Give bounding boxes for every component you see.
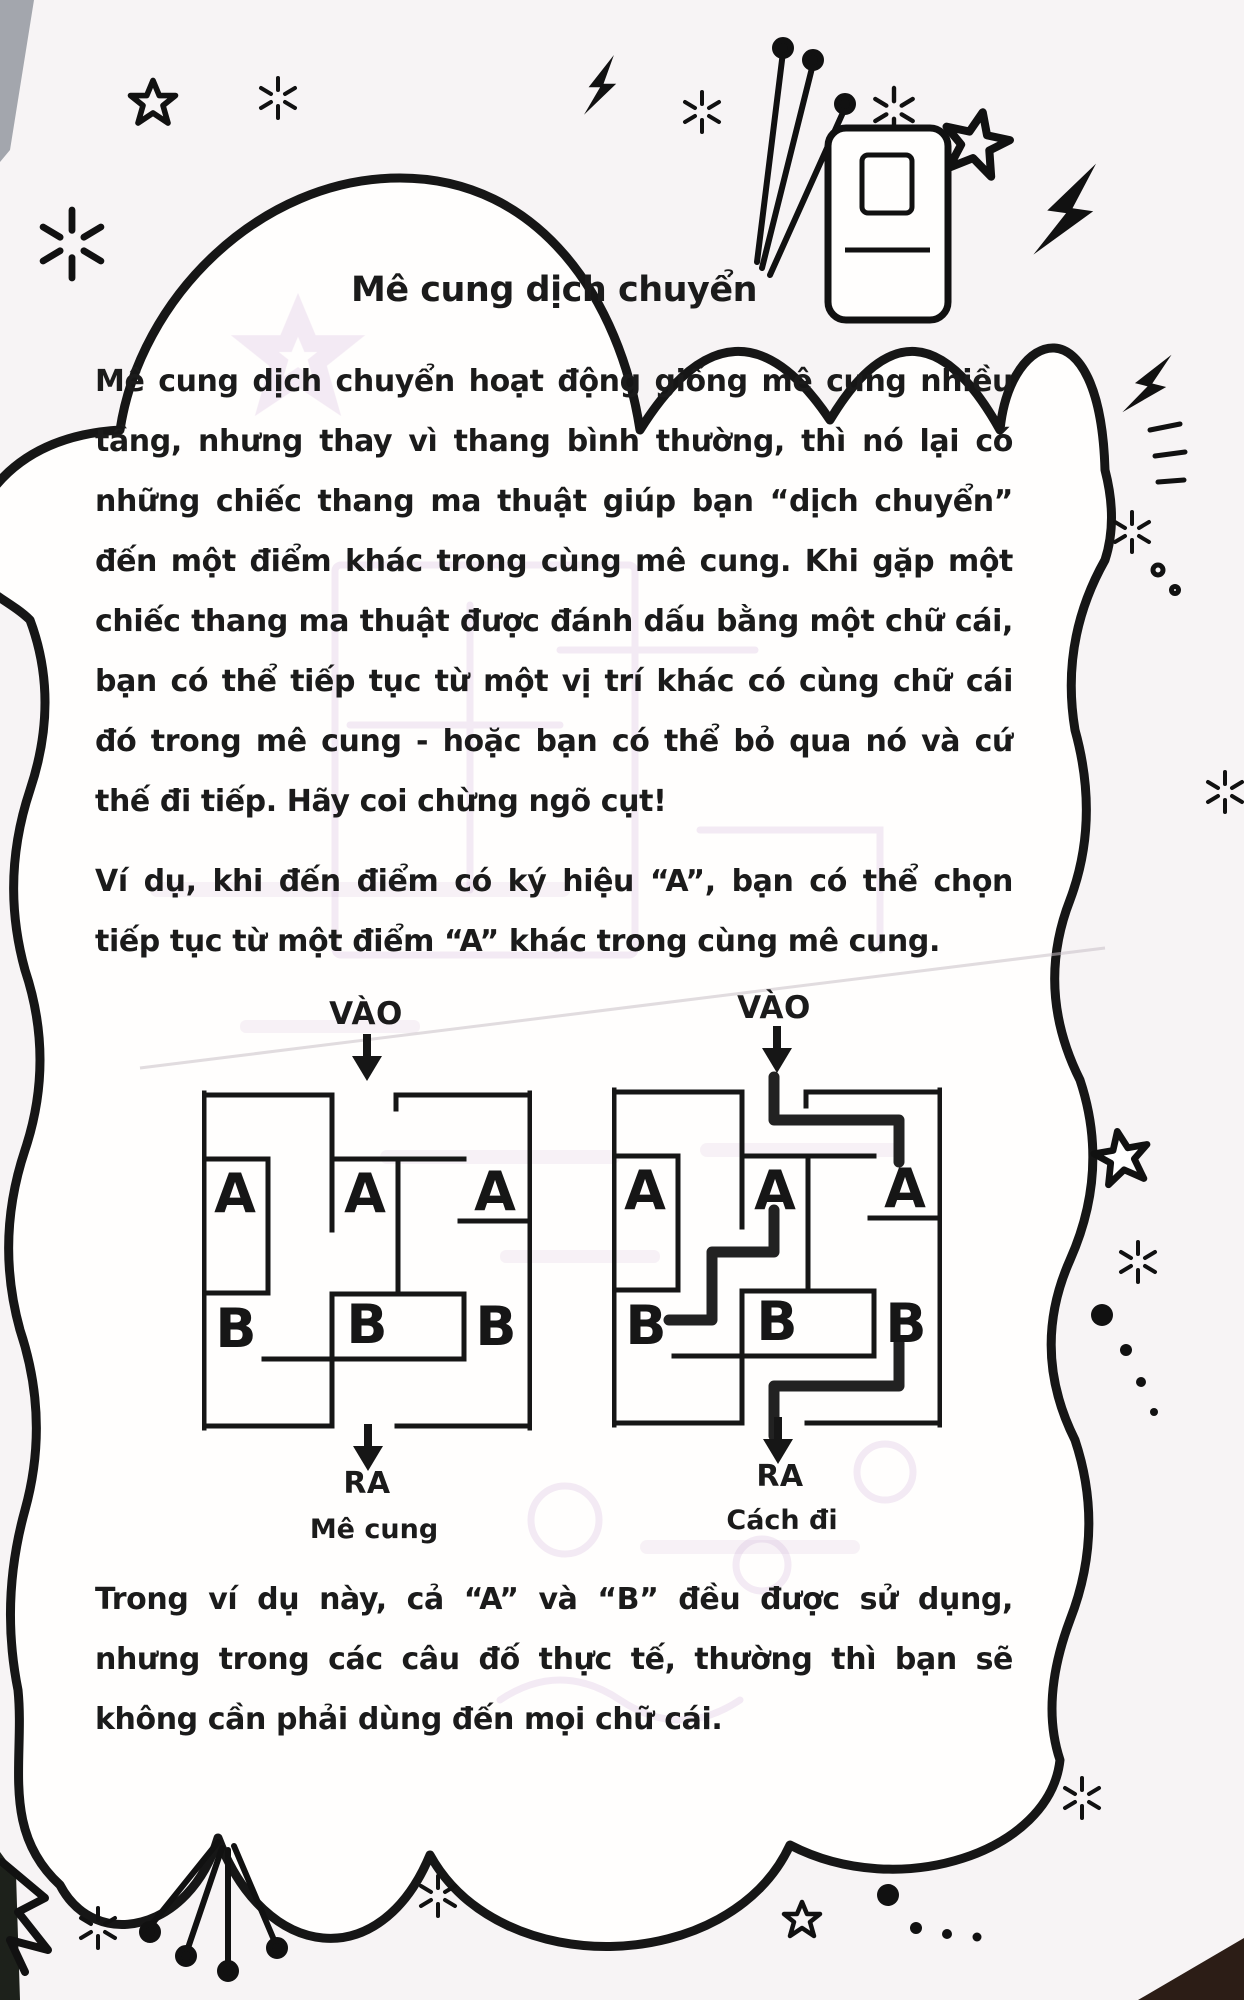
solution-path bbox=[669, 1077, 899, 1436]
maze-letter: A bbox=[884, 1157, 926, 1220]
maze-letter: A bbox=[474, 1160, 516, 1223]
down-arrow-icon bbox=[760, 1417, 796, 1465]
maze-letter: A bbox=[344, 1162, 386, 1225]
intro-paragraph: Mê cung dịch chuyển hoạt động giống mê cung nhiều tầng, nhưng thay vì thang bình thường, thì nó lại có những chiếc thang ma thuật giúp bạn “dịch chuyển” đến một điểm khác trong cùng mê cung. Khi gặp một chiếc thang ma thuật được đánh dấu bằng một chữ cái, bạn có thể tiếp tục từ một vị trí khác có cùng chữ cái đó trong mê cung - hoặc bạn có thể bỏ qua nó và cứ thế đi tiếp. Hãy coi chừng ngõ cụt! bbox=[95, 364, 1013, 819]
maze-walls bbox=[612, 1090, 940, 1425]
maze-letter: A bbox=[754, 1159, 796, 1222]
maze-letter: A bbox=[214, 1162, 256, 1225]
maze-diagram bbox=[202, 1069, 532, 1449]
maze-letter: B bbox=[475, 1295, 517, 1358]
maze-letter: B bbox=[346, 1293, 388, 1356]
down-arrow-icon bbox=[350, 1424, 386, 1472]
maze-letter: B bbox=[215, 1297, 257, 1360]
maze-caption: Mê cung bbox=[309, 1514, 439, 1545]
maze-walls bbox=[202, 1093, 530, 1428]
entry-label-right: VÀO bbox=[737, 990, 811, 1026]
closing-paragraph: Trong ví dụ này, cả “A” và “B” đều được sử dụng, nhưng trong các câu đố thực tế, thường thì bạn sẽ không cần phải dùng đến mọi chữ cái. bbox=[95, 1582, 1013, 1737]
maze-letter: B bbox=[625, 1294, 667, 1357]
example-paragraph: Ví dụ, khi đến điểm có ký hiệu “A”, bạn có thể chọn tiếp tục từ một điểm “A” khác trong cùng mê cung. bbox=[95, 864, 1013, 959]
down-arrow-icon bbox=[349, 1034, 385, 1082]
maze-caption: Cách đi bbox=[726, 1505, 838, 1536]
entry-label-left: VÀO bbox=[329, 996, 403, 1032]
maze-letter: B bbox=[885, 1292, 927, 1355]
down-arrow-icon bbox=[759, 1026, 795, 1074]
exit-label-right: RA bbox=[756, 1459, 804, 1494]
maze-solution-diagram bbox=[612, 1066, 942, 1446]
maze-letter: A bbox=[624, 1159, 666, 1222]
maze-letter: B bbox=[756, 1290, 798, 1353]
exit-label-left: RA bbox=[343, 1466, 391, 1501]
page-title: Mê cung dịch chuyển bbox=[350, 270, 758, 310]
